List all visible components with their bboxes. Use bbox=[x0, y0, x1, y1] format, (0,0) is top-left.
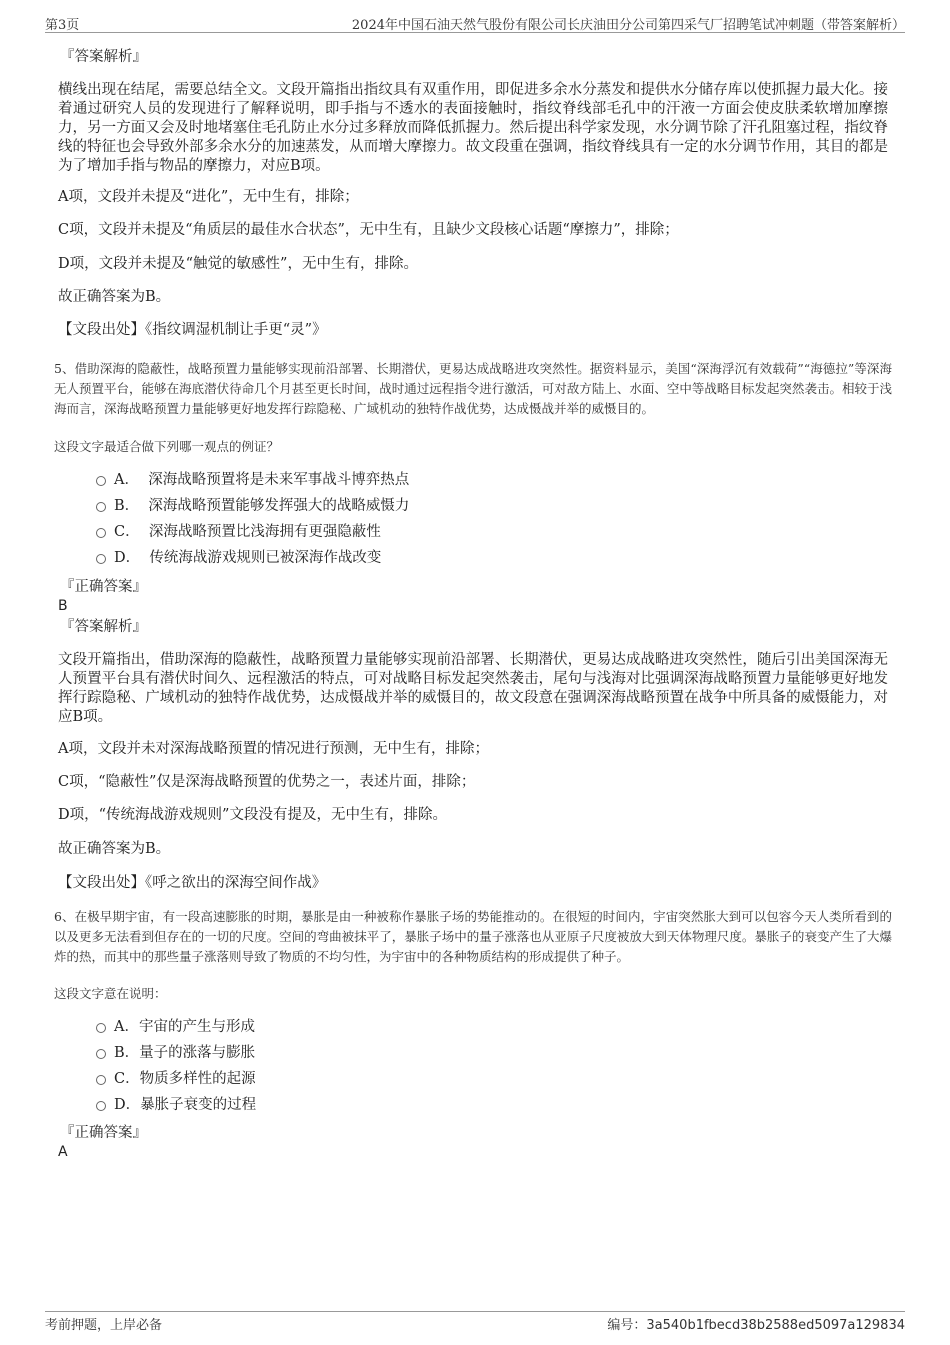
question-6-option-b[interactable] bbox=[96, 1040, 256, 1066]
question-5-stem: 这段文字最适合做下列哪一观点的例证？ bbox=[54, 439, 280, 454]
question-5-options bbox=[96, 467, 409, 571]
question-5-option-d[interactable] bbox=[96, 545, 409, 571]
prev-analysis-option-c: C项，文段并未提及“角质层的最佳水合状态”，无中生有，且缺少文段核心话题“摩擦力”，排除； bbox=[58, 222, 679, 238]
question-6-text: 6、在极早期宇宙，有一段高速膨胀的时期，暴胀是由一种被称作暴胀子场的势能推动的。在很短的时间内，宇宙突然胀大到可以包容今天人类所看到的以及更多无法看到但存在的一切的尺度。空间的弯曲被抹平了，暴胀子场中的量子涨落也从亚原子尺度被放大到天体物理尺度。暴胀子的衰变产生了大爆炸的热，而其中的那些量子涨落则导致了物质的不均匀性，为宇宙中的各种物质结构的形成提供了种子。 bbox=[54, 909, 892, 964]
question-5-option-b[interactable] bbox=[96, 493, 409, 519]
page-number: 第3页 bbox=[45, 18, 80, 33]
question-5-option-a[interactable] bbox=[96, 467, 409, 493]
code-value: 3a540b1fbecd38b2588ed5097a129834 bbox=[646, 1318, 905, 1333]
radio-icon[interactable] bbox=[96, 1023, 106, 1033]
prev-analysis-source: 【文段出处】《指纹调湿机制让手更“灵”》 bbox=[58, 322, 327, 338]
question-5-analysis-option-d: D项，“传统海战游戏规则”文段没有提及，无中生有，排除。 bbox=[58, 807, 447, 823]
document-code bbox=[607, 1314, 905, 1333]
question-5-conclusion: 故正确答案为B。 bbox=[58, 841, 171, 857]
code-label: 编号： bbox=[607, 1318, 647, 1333]
option-text: 量子的涨落与膨胀 bbox=[139, 1045, 256, 1061]
option-text: 传统海战游戏规则已被深海作战改变 bbox=[149, 550, 382, 566]
question-6-option-c[interactable] bbox=[96, 1066, 256, 1092]
option-text: 物质多样性的起源 bbox=[139, 1071, 256, 1087]
option-letter: D． bbox=[114, 550, 141, 566]
option-letter: B． bbox=[114, 498, 140, 514]
option-letter: C． bbox=[114, 524, 140, 540]
prev-analysis-option-d: D项，文段并未提及“触觉的敏感性”，无中生有，排除。 bbox=[58, 256, 418, 272]
question-5-analysis-option-c: C项，“隐蔽性”仅是深海战略预置的优势之一，表述片面，排除； bbox=[58, 774, 476, 790]
question-5-text: 5、借助深海的隐蔽性，战略预置力量能够实现前沿部署、长期潜伏，更易达成战略进攻突然性。据资料显示，美国“深海浮沉有效载荷”“海德拉”等深海无人预置平台，能够在海底潜伏待命几个月甚至更长时间，战时通过远程指令进行激活，可对敌方陆上、水面、空中等战略目标发起突然袭击。相较于浅海而言，深海战略预置力量能够更好地发挥行踪隐秘、广域机动的独特作战优势，达成慑战并举的威慑目的。 bbox=[54, 361, 892, 416]
question-6-options bbox=[96, 1014, 256, 1118]
prev-analysis-body: 横线出现在结尾，需要总结全文。文段开篇指出指纹具有双重作用，即促进多余水分蒸发和提供水分储存库以使抓握力最大化。接着通过研究人员的发现进行了解释说明，即手指与不透水的表面接触时，指纹脊线部毛孔中的汗液一方面会使皮肤柔软增加摩擦力，另一方面又会及时地堵塞住毛孔防止水分过多释放而降低抓握力。然后提出科学家发现，水分调节除了汗孔阻塞过程，指纹脊线的特征也会导致外部多余水分的加速蒸发，从而增大摩擦力。故文段重在强调，指纹脊线具有一定的水分调节作用，其目的都是为了增加手指与物品的摩擦力，对应B项。 bbox=[58, 82, 888, 174]
page-footer bbox=[45, 1311, 905, 1333]
option-text: 暴胀子衰变的过程 bbox=[140, 1097, 257, 1113]
question-5-analysis-body: 文段开篇指出，借助深海的隐蔽性，战略预置力量能够实现前沿部署、长期潜伏，更易达成战略进攻突然性，随后引出美国深海无人预置平台具有潜伏时间久、远程激活的特点，可对战略目标发起突然袭击，尾句与浅海对比强调深海战略预置力量能够更好地发挥行踪隐秘、广域机动的独特作战优势，达成慑战并举的威慑目的，故文段意在强调深海战略预置在战争中所具备的威慑能力，对应B项。 bbox=[58, 652, 888, 725]
radio-icon[interactable] bbox=[96, 476, 106, 486]
option-text: 深海战略预置能够发挥强大的战略威慑力 bbox=[148, 498, 410, 514]
radio-icon[interactable] bbox=[96, 1101, 106, 1111]
question-5-option-c[interactable] bbox=[96, 519, 409, 545]
question-6-stem: 这段文字意在说明： bbox=[54, 986, 167, 1001]
document-title: 2024年中国石油天然气股份有限公司长庆油田分公司第四采气厂招聘笔试冲刺题（带答案解析） bbox=[351, 18, 905, 33]
question-5-source: 【文段出处】《呼之欲出的深海空间作战》 bbox=[58, 875, 327, 891]
option-text: 深海战略预置将是未来军事战斗博弈热点 bbox=[148, 472, 410, 488]
radio-icon[interactable] bbox=[96, 1049, 106, 1059]
radio-icon[interactable] bbox=[96, 554, 106, 564]
question-6-answer-title: 『正确答案』 bbox=[60, 1125, 147, 1141]
radio-icon[interactable] bbox=[96, 502, 106, 512]
question-5-analysis-option-a: A项，文段并未对深海战略预置的情况进行预测，无中生有，排除； bbox=[58, 741, 489, 757]
radio-icon[interactable] bbox=[96, 528, 106, 538]
question-5-analysis-title: 『答案解析』 bbox=[60, 619, 147, 635]
question-6-answer: A bbox=[58, 1144, 68, 1160]
page-header bbox=[45, 12, 905, 33]
option-letter: A． bbox=[114, 1019, 139, 1035]
question-5-answer: B bbox=[58, 598, 68, 614]
option-letter: B． bbox=[114, 1045, 140, 1061]
option-text: 深海战略预置比浅海拥有更强隐蔽性 bbox=[148, 524, 381, 540]
question-6-option-d[interactable] bbox=[96, 1092, 256, 1118]
question-6-option-a[interactable] bbox=[96, 1014, 256, 1040]
question-5-answer-title: 『正确答案』 bbox=[60, 579, 147, 595]
prev-analysis-option-a: A项，文段并未提及“进化”，无中生有，排除； bbox=[58, 189, 359, 205]
prev-analysis-conclusion: 故正确答案为B。 bbox=[58, 289, 171, 305]
option-letter: D． bbox=[114, 1097, 141, 1113]
radio-icon[interactable] bbox=[96, 1075, 106, 1085]
prev-analysis-title: 『答案解析』 bbox=[60, 49, 147, 65]
footer-slogan: 考前押题，上岸必备 bbox=[45, 1318, 163, 1333]
option-text: 宇宙的产生与形成 bbox=[138, 1019, 255, 1035]
option-letter: C． bbox=[114, 1071, 140, 1087]
option-letter: A． bbox=[114, 472, 139, 488]
